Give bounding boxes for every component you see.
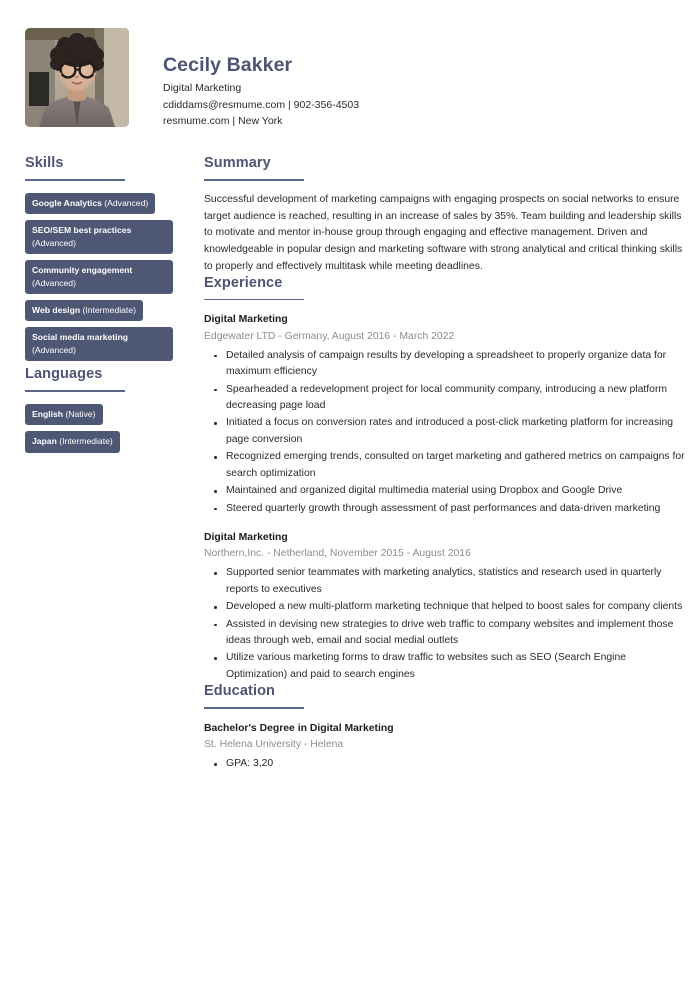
skill-tag[interactable] [25,220,173,254]
skill-tag[interactable] [25,327,173,361]
degree-title: Bachelor's Degree in Digital Marketing [204,722,394,734]
summary-text: Successful development of marketing campaigns with engaging prospects on social networks to ensure target audience is reached, resulting in an increase of sales by 35%. Team building and leadership skills to motivate and mentor in-house group through engaging and effective management. Driven and knowledgeable in popular design and marketing software with strong analytical and critical thinking skills to properly and effectively multitask while meeting deadlines. [204,193,683,273]
job-bullet: Maintained and organized digital multimedia material using Dropbox and Google Drive [204,483,685,499]
languages-heading: Languages [25,366,103,383]
skill-level: (Advanced) [32,237,76,248]
language-name: Japan [32,436,57,447]
education-bullet: GPA: 3,20 [204,756,685,772]
education-heading: Education [204,683,275,700]
languages-tag-list [25,404,177,459]
candidate-role: Digital Marketing [163,82,242,95]
job-bullet: Utilize various marketing forms to draw traffic to websites such as SEO (Search Engine Optimization) and paid to search engines [204,650,685,683]
summary-heading-rule [204,179,304,181]
job-bullet-list [204,348,685,517]
education-entry [204,721,685,773]
resume-header [0,0,700,129]
sidebar [25,156,177,459]
skills-heading: Skills [25,155,64,172]
language-name: English [32,408,64,419]
experience-heading-rule [204,299,304,301]
language-tag[interactable] [25,431,120,452]
education-section [204,684,685,772]
language-level: (Native) [65,408,96,419]
job-title: Digital Marketing [204,314,288,326]
job-bullet-list [204,565,685,683]
experience-entry [204,530,685,683]
skill-level: (Advanced) [32,344,76,355]
avatar [25,28,129,127]
candidate-name: Cecily Bakker [163,54,293,76]
skill-tag[interactable] [25,300,143,321]
job-bullet: Spearheaded a redevelopment project for local community company, introducing a new platform decreasing page load [204,382,685,415]
skill-name: Google Analytics [32,197,102,208]
skill-level: (Advanced) [104,197,149,208]
job-title: Digital Marketing [204,532,288,544]
skills-section [25,156,177,361]
contact-line-email-phone[interactable]: cdiddams@resmume.com | 902-356-4503 [163,98,360,111]
header-text-block [129,28,359,129]
language-tag[interactable] [25,404,103,425]
skill-name: Community engagement [32,265,133,276]
resume-body [0,156,700,773]
experience-entry [204,312,685,517]
skill-level: (Intermediate) [82,304,136,315]
job-bullet: Assisted in devising new strategies to drive web traffic to company websites and implement those ideas through web, email and social medial outlets [204,617,685,650]
experience-section [204,276,685,683]
skill-name: Web design [32,304,81,315]
summary-heading: Summary [204,155,271,172]
summary-section [204,156,685,276]
job-bullet: Detailed analysis of campaign results by developing a spreadsheet to properly organize data for maximum efficiency [204,348,685,381]
job-bullet: Initiated a focus on conversion rates and introduced a post-click marketing platform for increasing page conversion [204,415,685,448]
skills-heading-rule [25,179,125,181]
skill-tag[interactable] [25,193,155,214]
education-heading-rule [204,707,304,709]
skill-name: Social media marketing [32,332,128,343]
job-bullet: Steered quarterly growth through assessment of past performances and data-driven marketing [204,501,685,517]
skill-level: (Advanced) [32,277,76,288]
languages-heading-rule [25,390,125,392]
skills-tag-list [25,193,177,362]
job-subtitle: Northern,Inc. - Netherland, November 2015 - August 2016 [204,548,471,560]
language-level: (Intermediate) [59,436,113,447]
skill-tag[interactable] [25,260,173,294]
education-bullet-list [204,756,685,772]
skill-name: SEO/SEM best practices [32,225,132,236]
contact-line-site-location[interactable]: resmume.com | New York [163,114,283,127]
languages-section [25,367,177,458]
portrait-photo-icon [25,28,129,127]
job-bullet: Developed a new multi-platform marketing technique that helped to boost sales for company clients [204,599,685,615]
experience-heading: Experience [204,274,283,291]
school-subtitle: St. Helena University - Helena [204,738,344,750]
job-bullet: Supported senior teammates with marketing analytics, statistics and research used in quarterly reports to executives [204,565,685,598]
job-subtitle: Edgewater LTD - Germany, August 2016 - March 2022 [204,330,455,342]
job-bullet: Recognized emerging trends, consulted on target marketing and gathered metrics on campaigns for search optimization [204,449,685,482]
main-content [177,156,685,773]
